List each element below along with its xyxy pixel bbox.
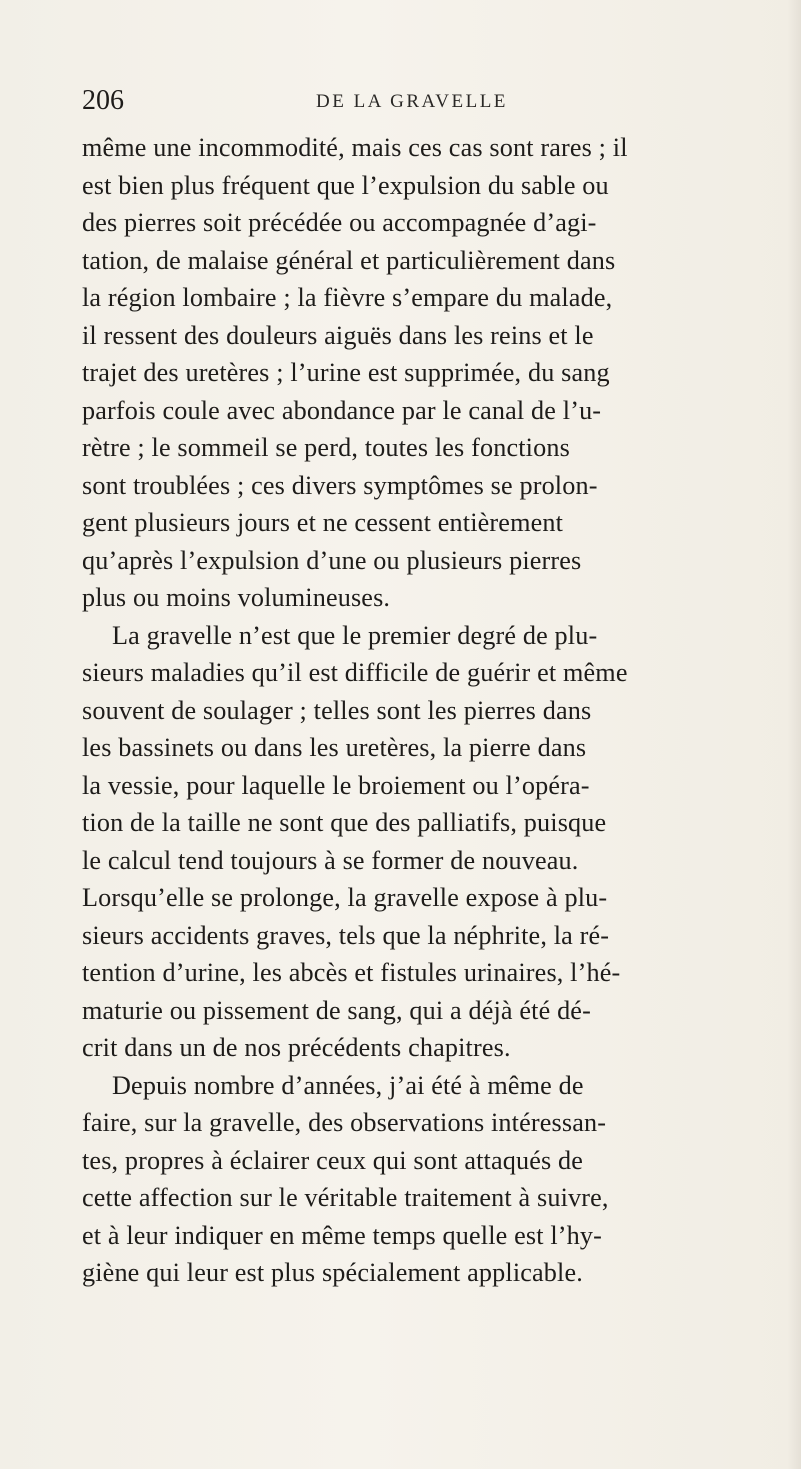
text-line: La gravelle n’est que le premier degré de plu-	[112, 620, 598, 650]
text-line: tention d’urine, les abcès et fistules urinaires, l’hé-	[82, 958, 621, 987]
text-line: tation, de malaise général et particulièrement dans	[82, 245, 616, 275]
page-header	[82, 84, 762, 118]
text-line: des pierres soit précédée ou accompagnée d’agi-	[82, 208, 597, 237]
text-line: sont troublées ; ces divers symptômes se prolon-	[82, 470, 598, 500]
text-line: plus ou moins volumineuses.	[82, 583, 391, 612]
text-line: sieurs maladies qu’il est difficile de guérir et même	[82, 658, 628, 687]
page-number: 206	[82, 85, 124, 116]
text-line: est bien plus fréquent que l’expulsion du sable ou	[82, 170, 609, 200]
text-line: crit dans un de nos précédents chapitres.	[82, 1033, 511, 1062]
text-line: parfois coule avec abondance par le canal de l’u-	[82, 395, 602, 425]
text-line: il ressent des douleurs aiguës dans les reins et le	[82, 320, 594, 350]
text-line: qu’après l’expulsion d’une ou plusieurs pierres	[82, 545, 582, 575]
text-line: trajet des uretères ; l’urine est supprimée, du sang	[82, 358, 610, 387]
text-line: giène qui leur est plus spécialement applicable.	[82, 1258, 583, 1287]
text-line: les bassinets ou dans les uretères, la pierre dans	[82, 733, 587, 762]
text-line: même une incommodité, mais ces cas sont rares ; il	[82, 133, 628, 162]
body-text	[82, 129, 772, 1292]
text-line: tion de la taille ne sont que des palliatifs, puisque	[82, 808, 607, 837]
text-line: souvent de soulager ; telles sont les pierres dans	[82, 695, 592, 725]
running-head: DE LA GRAVELLE	[316, 91, 508, 112]
page-edge-shadow	[787, 0, 801, 1469]
text-line: tes, propres à éclairer ceux qui sont attaqués de	[82, 1145, 584, 1175]
text-line: rètre ; le sommeil se perd, toutes les fonctions	[82, 433, 570, 462]
text-line: gent plusieurs jours et ne cessent entièrement	[82, 508, 564, 537]
text-line: Depuis nombre d’années, j’ai été à même de	[112, 1070, 584, 1100]
text-line: cette affection sur le véritable traitement à suivre,	[82, 1183, 609, 1212]
text-line: le calcul tend toujours à se former de nouveau.	[82, 845, 579, 875]
text-line: et à leur indiquer en même temps quelle est l’hy-	[82, 1220, 603, 1250]
text-line: sieurs accidents graves, tels que la néphrite, la ré-	[82, 920, 610, 950]
text-line: la région lombaire ; la fièvre s’empare du malade,	[82, 283, 613, 312]
text-line: la vessie, pour laquelle le broiement ou l’opéra-	[82, 770, 590, 800]
text-line: maturie ou pissement de sang, qui a déjà été dé-	[82, 995, 591, 1025]
text-line: faire, sur la gravelle, des observations intéressan-	[82, 1108, 607, 1137]
text-line: Lorsqu’elle se prolonge, la gravelle expose à plu-	[82, 883, 608, 912]
